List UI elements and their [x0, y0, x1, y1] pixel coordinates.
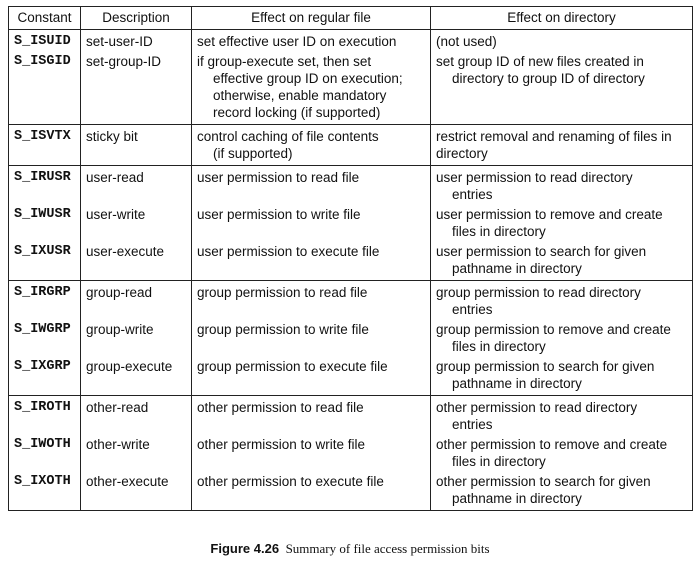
- table-row: [9, 166, 693, 204]
- dir-effect-line: entries: [452, 417, 493, 432]
- cell-constant: S_IXGRP: [9, 355, 81, 396]
- dir-effect-line: other permission to search for given: [436, 474, 651, 489]
- file-effect-line: set effective user ID on execution: [197, 34, 397, 49]
- table-row: [9, 318, 693, 355]
- dir-effect-line: group permission to read directory: [436, 285, 641, 300]
- dir-effect-line: group permission to remove and create: [436, 322, 671, 337]
- cell-effect-regular-file: [192, 396, 431, 434]
- header-description: Description: [81, 7, 192, 30]
- cell-effect-directory: [431, 203, 693, 240]
- cell-effect-directory: [431, 166, 693, 204]
- cell-description: set-user-ID: [81, 30, 192, 51]
- cell-constant: S_IWUSR: [9, 203, 81, 240]
- file-effect-line: group permission to execute file: [197, 359, 388, 374]
- dir-effect-line: restrict removal and renaming of files in: [436, 129, 672, 144]
- file-effect-line: user permission to write file: [197, 207, 361, 222]
- dir-effect-line: files in directory: [452, 339, 546, 354]
- cell-constant: S_IWGRP: [9, 318, 81, 355]
- file-effect-line: other permission to write file: [197, 437, 366, 452]
- cell-description: user-read: [81, 166, 192, 204]
- table-row: [9, 50, 693, 125]
- cell-effect-directory: [431, 396, 693, 434]
- cell-description: user-execute: [81, 240, 192, 281]
- cell-constant: S_IRGRP: [9, 281, 81, 319]
- table-row: [9, 355, 693, 396]
- cell-effect-regular-file: [192, 318, 431, 355]
- dir-effect-line: (not used): [436, 34, 497, 49]
- cell-constant: S_ISVTX: [9, 125, 81, 166]
- cell-description: group-read: [81, 281, 192, 319]
- dir-effect-line: entries: [452, 302, 493, 317]
- cell-effect-regular-file: [192, 50, 431, 125]
- dir-effect-line: pathname in directory: [452, 376, 582, 391]
- dir-effect-line: set group ID of new files created in: [436, 54, 644, 69]
- table-row: [9, 30, 693, 51]
- table-row: [9, 470, 693, 511]
- cell-effect-regular-file: [192, 240, 431, 281]
- dir-effect-line: user permission to search for given: [436, 244, 647, 259]
- dir-effect-line: pathname in directory: [452, 491, 582, 506]
- cell-effect-directory: [431, 240, 693, 281]
- dir-effect-line: directory: [436, 146, 488, 161]
- cell-description: group-execute: [81, 355, 192, 396]
- dir-effect-line: group permission to search for given: [436, 359, 655, 374]
- file-effect-line: group permission to write file: [197, 322, 369, 337]
- cell-effect-directory: [431, 470, 693, 511]
- dir-effect-line: other permission to read directory: [436, 400, 638, 415]
- dir-effect-line: user permission to read directory: [436, 170, 633, 185]
- file-effect-line: (if supported): [213, 146, 293, 161]
- cell-constant: S_IXUSR: [9, 240, 81, 281]
- file-effect-line: if group-execute set, then set: [197, 54, 372, 69]
- cell-effect-regular-file: [192, 433, 431, 470]
- cell-constant: S_IXOTH: [9, 470, 81, 511]
- cell-constant: S_ISGID: [9, 50, 81, 125]
- figure-label: Figure 4.26: [210, 541, 280, 556]
- file-effect-line: otherwise, enable mandatory: [213, 88, 387, 103]
- cell-constant: S_IWOTH: [9, 433, 81, 470]
- cell-effect-directory: [431, 318, 693, 355]
- cell-effect-directory: [431, 355, 693, 396]
- cell-effect-directory: [431, 281, 693, 319]
- table-row: [9, 433, 693, 470]
- cell-effect-regular-file: [192, 470, 431, 511]
- cell-description: other-read: [81, 396, 192, 434]
- cell-effect-regular-file: [192, 203, 431, 240]
- cell-effect-regular-file: [192, 30, 431, 51]
- dir-effect-line: directory to group ID of directory: [452, 71, 645, 86]
- figure-caption: [0, 541, 700, 557]
- cell-description: other-execute: [81, 470, 192, 511]
- table-row: [9, 396, 693, 434]
- permission-table-wrapper: [8, 6, 692, 511]
- header-effect-regular-file: Effect on regular file: [192, 7, 431, 30]
- dir-effect-line: files in directory: [452, 454, 546, 469]
- cell-effect-directory: [431, 30, 693, 51]
- dir-effect-line: user permission to remove and create: [436, 207, 663, 222]
- cell-effect-regular-file: [192, 355, 431, 396]
- file-effect-line: user permission to execute file: [197, 244, 380, 259]
- cell-effect-directory: [431, 125, 693, 166]
- cell-effect-directory: [431, 433, 693, 470]
- file-effect-line: other permission to read file: [197, 400, 364, 415]
- table-body: [9, 30, 693, 511]
- header-constant: Constant: [9, 7, 81, 30]
- figure-caption-text: Summary of file access permission bits: [285, 541, 490, 556]
- cell-effect-directory: [431, 50, 693, 125]
- cell-description: group-write: [81, 318, 192, 355]
- file-effect-line: group permission to read file: [197, 285, 368, 300]
- permission-bits-table: [8, 6, 693, 511]
- cell-constant: S_IRUSR: [9, 166, 81, 204]
- table-row: [9, 203, 693, 240]
- table-row: [9, 281, 693, 319]
- table-header-row: [9, 7, 693, 30]
- file-effect-line: control caching of file contents: [197, 129, 379, 144]
- cell-description: sticky bit: [81, 125, 192, 166]
- cell-description: other-write: [81, 433, 192, 470]
- cell-description: user-write: [81, 203, 192, 240]
- cell-effect-regular-file: [192, 281, 431, 319]
- file-effect-line: effective group ID on execution;: [213, 71, 403, 86]
- table-row: [9, 125, 693, 166]
- dir-effect-line: other permission to remove and create: [436, 437, 668, 452]
- dir-effect-line: pathname in directory: [452, 261, 582, 276]
- cell-effect-regular-file: [192, 125, 431, 166]
- file-effect-line: record locking (if supported): [213, 105, 381, 120]
- dir-effect-line: files in directory: [452, 224, 546, 239]
- cell-constant: S_IROTH: [9, 396, 81, 434]
- cell-effect-regular-file: [192, 166, 431, 204]
- file-effect-line: other permission to execute file: [197, 474, 384, 489]
- header-effect-directory: Effect on directory: [431, 7, 693, 30]
- dir-effect-line: entries: [452, 187, 493, 202]
- cell-constant: S_ISUID: [9, 30, 81, 51]
- cell-description: set-group-ID: [81, 50, 192, 125]
- table-row: [9, 240, 693, 281]
- file-effect-line: user permission to read file: [197, 170, 360, 185]
